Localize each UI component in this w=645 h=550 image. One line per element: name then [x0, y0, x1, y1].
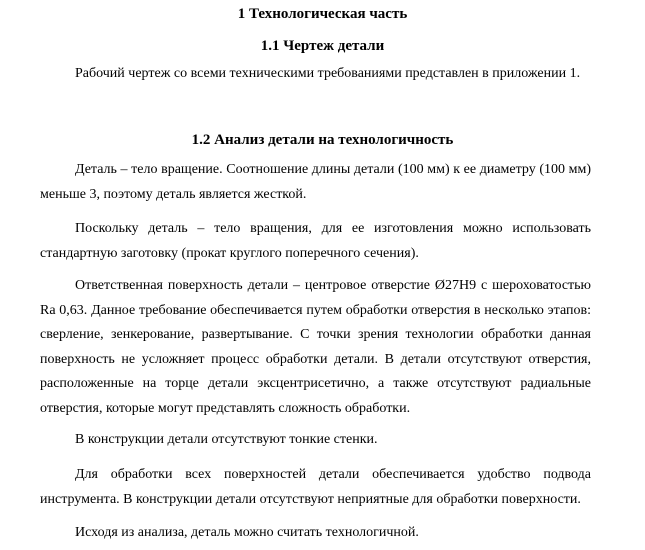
section-heading-drawing: 1.1 Чертеж детали: [260, 38, 385, 54]
analysis-paragraph-4: В конструкции детали отсутствуют тонкие стенки.: [75, 432, 378, 447]
chapter-heading: 1 Технологическая часть: [237, 6, 408, 22]
section-heading-analysis: 1.2 Анализ детали на технологичность: [191, 132, 454, 148]
analysis-conclusion: Исходя из анализа, деталь можно считать технологичной.: [75, 525, 419, 540]
analysis-paragraph-5: Для обработки всех поверхностей детали обеспечивается удобство подвода инструмента. В конструкции детали отсутствуют неприятные для обработки поверхности.: [40, 467, 591, 507]
analysis-paragraph-1: Деталь – тело вращение. Соотношение длины детали (100 мм) к ее диаметру (100 мм) меньше 3, поэтому деталь является жесткой.: [40, 162, 591, 202]
analysis-paragraph-2: Поскольку деталь – тело вращения, для ее изготовления можно использовать стандартную заготовку (прокат круглого поперечного сечения).: [40, 221, 591, 261]
drawing-paragraph: Рабочий чертеж со всеми техническими требованиями представлен в приложении 1.: [75, 66, 581, 81]
analysis-paragraph-3: Ответственная поверхность детали – центровое отверстие Ø27Н9 с шероховатостью Ra 0,63. Данное требование обеспечивается путем обработки отверстия в несколько этапов: сверление, зенкерование, развертывание. С точки зрения технологии обработки данная поверхность не усложняет процесс обработки детали. В детали отсутствуют отверстия, расположенные на торце детали эксцентрисетично, а также отсутствуют радиальные отверстия, которые могут представлять сложность обработки.: [40, 278, 591, 416]
